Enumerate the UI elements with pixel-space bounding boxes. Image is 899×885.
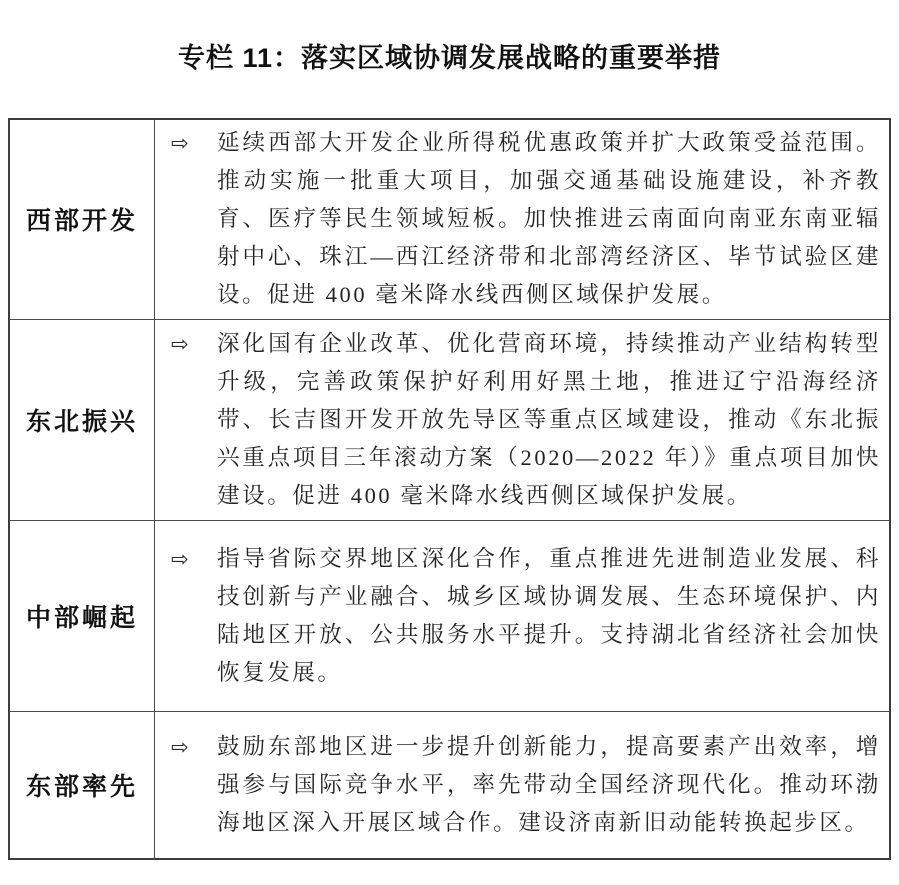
measure-content bbox=[171, 325, 881, 515]
table-row-east-leading bbox=[9, 711, 890, 859]
arrow-bullet-icon: ⇨ bbox=[171, 546, 189, 571]
measure-text-northeast: 深化国有企业改革、优化营商环境，持续推动产业结构转型升级，完善政策保护好利用好黑土地，推进辽宁沿海经济带、长吉图开发开放先导区等重点区域建设，推动《东北振兴重点项目三年滚动方案（2020—2022 年）》重点项目加快建设。促进 400 毫米降水线西侧区域保护发展。 bbox=[217, 330, 881, 508]
measure-content bbox=[171, 540, 881, 692]
page-title: 专栏 11：落实区域协调发展战略的重要举措 bbox=[177, 43, 722, 73]
region-label-central: 中部崛起 bbox=[9, 520, 155, 711]
measure-cell-central bbox=[155, 520, 891, 711]
measure-text-central: 指导省际交界地区深化合作，重点推进先进制造业发展、科技创新与产业融合、城乡区域协调发展、生态环境保护、内陆地区开放、公共服务水平提升。支持湖北省经济社会加快恢复发展。 bbox=[217, 545, 881, 685]
measure-text-east: 鼓励东部地区进一步提升创新能力，提高要素产出效率，增强参与国际竞争水平，率先带动全国经济现代化。推动环渤海地区深入开展区域合作。建设济南新旧动能转换起步区。 bbox=[217, 733, 881, 835]
table-row-northeast-revitalization bbox=[9, 319, 890, 520]
arrow-bullet-icon: ⇨ bbox=[171, 734, 189, 759]
measure-content bbox=[171, 728, 881, 842]
measures-table bbox=[8, 118, 891, 860]
measure-cell-east bbox=[155, 711, 891, 859]
arrow-bullet-icon: ⇨ bbox=[171, 131, 189, 156]
region-label-west: 西部开发 bbox=[9, 119, 155, 319]
measure-cell-west bbox=[155, 119, 891, 319]
measure-cell-northeast bbox=[155, 319, 891, 520]
table-row-central-rise bbox=[9, 520, 890, 711]
arrow-bullet-icon: ⇨ bbox=[171, 331, 189, 356]
region-label-east: 东部率先 bbox=[9, 711, 155, 859]
table-row-west-development bbox=[9, 119, 890, 319]
measure-content bbox=[171, 124, 881, 314]
measure-text-west: 延续西部大开发企业所得税优惠政策并扩大政策受益范围。推动实施一批重大项目，加强交通基础设施建设，补齐教育、医疗等民生领域短板。加快推进云南面向南亚东南亚辐射中心、珠江—西江经济带和北部湾经济区、毕节试验区建设。促进 400 毫米降水线西侧区域保护发展。 bbox=[217, 130, 881, 308]
region-label-northeast: 东北振兴 bbox=[9, 319, 155, 520]
